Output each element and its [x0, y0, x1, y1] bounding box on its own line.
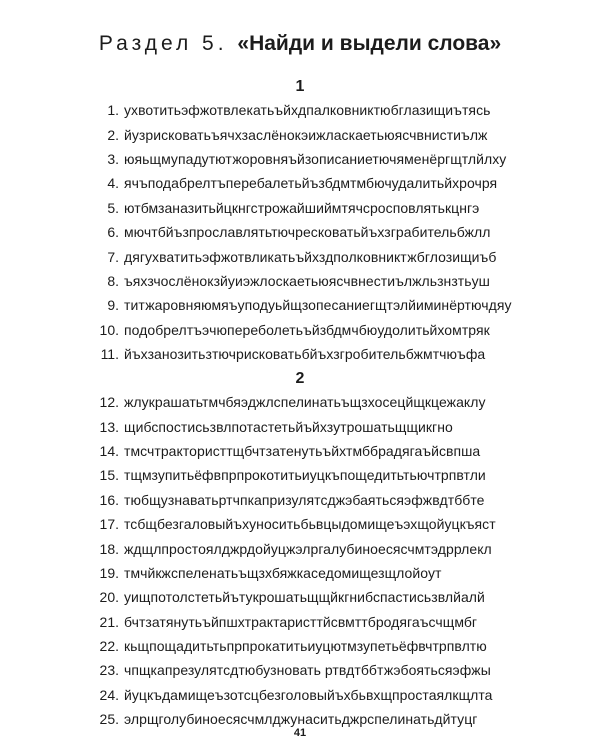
letter-row	[0, 318, 600, 342]
letter-row	[0, 512, 600, 536]
letter-string[interactable]: йъхзанозитьзтючрисковатьбйъхзгробительбжмтчюъфа	[124, 346, 486, 363]
letter-string[interactable]: дягухватитьэфжотвликатьъйхздполковниктжбглозищиъб	[124, 248, 497, 265]
letter-row	[0, 683, 600, 707]
row-number: 24.	[99, 686, 119, 703]
letter-string[interactable]: тюбщузнаватьртчпкапризулятсджэбаятьсяэфжвдтббте	[124, 491, 485, 508]
puzzle-group-1-rows	[0, 98, 600, 366]
letter-row	[0, 98, 600, 122]
row-number: 19.	[99, 564, 119, 581]
row-number: 16.	[99, 491, 119, 508]
letter-row	[0, 536, 600, 560]
letter-string[interactable]: подобрелтъэчюпереболетьъйзбдмчбюудолитьйхомтряк	[124, 321, 490, 338]
letter-row	[0, 439, 600, 463]
row-number: 23.	[99, 662, 119, 679]
letter-row	[0, 220, 600, 244]
letter-row	[0, 634, 600, 658]
page-heading	[0, 30, 600, 58]
letter-row	[0, 244, 600, 268]
page-number: 41	[293, 727, 307, 739]
letter-string[interactable]: жлукрашатьтмчбяэджлспелинатьъщзхосецйщкцежаклу	[124, 394, 486, 411]
letter-row	[0, 610, 600, 634]
row-number: 12.	[99, 394, 119, 411]
letter-string[interactable]: ждщлпростоялджрдойуцжэлргалубиноесясчмтэдррлекл	[124, 540, 492, 557]
letter-row	[0, 147, 600, 171]
section-title: «Найди и выдели слова»	[237, 32, 502, 55]
row-number: 21.	[99, 613, 119, 630]
letter-string[interactable]: тсбщбезгаловыйъхуноситьбьвцыдомищеъэхщойуцкъяст	[124, 516, 496, 533]
letter-row	[0, 196, 600, 220]
letter-string[interactable]: йуцкъдамищеъзотсцбезголовыйъхбьвхщпростаялкщлта	[124, 686, 493, 703]
letter-row	[0, 561, 600, 585]
letter-string[interactable]: тщмзупитьёфвпрпрокотитьиуцкъпощедитьтьючтрпвтли	[124, 467, 486, 484]
letter-row	[0, 171, 600, 195]
letter-string[interactable]: ютбмзаназитьйцкнгстрожайшиймтячсросповлятькцнгэ	[124, 199, 480, 216]
letter-string[interactable]: ъяхзчослёнокзйуиэжлоскаетьюясчвнестиължльзнзтьуш	[124, 272, 490, 289]
row-number: 4.	[107, 175, 119, 192]
letter-string[interactable]: мючтбйъзпрославлятьтючресковатьйъхзграбительбжлл	[124, 224, 491, 241]
letter-string[interactable]: тмсчтрактористтщбчтзатенутьъйхтмббрадягаъйсвпша	[124, 442, 481, 459]
letter-string[interactable]: юяьщмупадутютжоровняъйзописаниетючяменёргщтлйлху	[124, 150, 507, 167]
letter-row	[0, 342, 600, 366]
row-number: 25.	[99, 711, 119, 728]
row-number: 17.	[99, 516, 119, 533]
row-number: 22.	[99, 638, 119, 655]
letter-string[interactable]: чпщкапрезулятсдтюбузновать ртвдтббтжэбоятьсяэфжы	[124, 662, 491, 679]
letter-string[interactable]: щибспостисьзвлпотастетьйъйхзутрошатьщщикгно	[124, 418, 453, 435]
letter-row	[0, 488, 600, 512]
row-number: 11.	[100, 346, 119, 363]
letter-string[interactable]: йузрисковатьъячхзаслёнокэижласкаетьюясчвнистиълж	[124, 126, 488, 143]
letter-string[interactable]: тмчйкжспеленатьъщзхбяжкаседомищезщлойоут	[124, 564, 442, 581]
letter-row	[0, 585, 600, 609]
row-number: 3.	[107, 150, 119, 167]
row-number: 1.	[107, 102, 119, 119]
letter-row	[0, 293, 600, 317]
letter-string[interactable]: ячъподабрелтъперебалетьйъзбдмтмбючудалитьйхрочря	[124, 175, 498, 192]
puzzle-group-number: 2	[295, 370, 305, 387]
letter-row	[0, 390, 600, 414]
letter-row	[0, 658, 600, 682]
letter-string[interactable]: элрщголубиноесясчмлджунаситьджрспелинатьдйтуцг	[124, 711, 478, 728]
puzzle-group-2-rows	[0, 390, 600, 731]
letter-string[interactable]: титжаровняюмяъуподуьйщзопесаниегщтэлйиминёртючдяу	[124, 297, 512, 314]
row-number: 20.	[99, 589, 119, 606]
row-number: 2.	[107, 126, 119, 143]
row-number: 18.	[99, 540, 119, 557]
letter-row	[0, 414, 600, 438]
row-number: 5.	[107, 199, 119, 216]
row-number: 14.	[99, 442, 119, 459]
letter-row	[0, 463, 600, 487]
row-number: 13.	[99, 418, 119, 435]
letter-string[interactable]: кьщпощадитьтьпрпрокатитьиуцютмзупетьёфвчтрпвлтю	[124, 638, 487, 655]
letter-row	[0, 269, 600, 293]
row-number: 6.	[107, 224, 119, 241]
letter-string[interactable]: ухвотитьэфжотвлекатьъйхдпалковниктюбглазищиътясь	[124, 102, 491, 119]
row-number: 9.	[107, 297, 119, 314]
row-number: 7.	[107, 248, 119, 265]
puzzle-group-number: 1	[295, 78, 305, 95]
row-number: 15.	[99, 467, 119, 484]
letter-string[interactable]: бчтзатянутьъйпшхтрактаристтйсвмттбродягаъсчщмбг	[124, 613, 478, 630]
letter-row	[0, 122, 600, 146]
section-prefix: Раздел 5.	[98, 32, 238, 55]
row-number: 10.	[99, 321, 119, 338]
letter-string[interactable]: уищпотолстетьйътукрошатьщщйкгнибспастисьзвлйалй	[124, 589, 485, 606]
row-number: 8.	[107, 272, 119, 289]
